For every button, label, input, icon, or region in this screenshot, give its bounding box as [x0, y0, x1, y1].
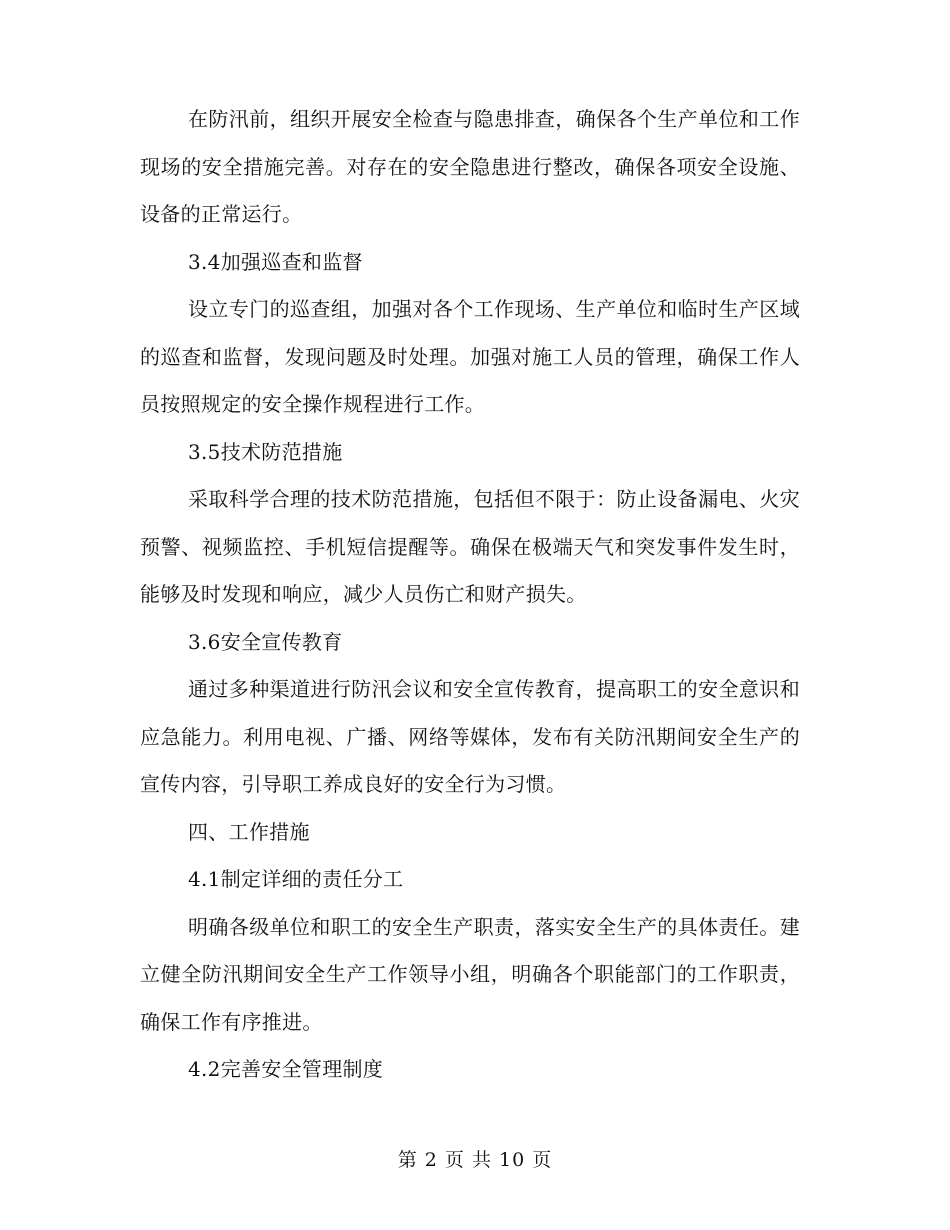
chapter-heading-4: 四、工作措施: [188, 819, 310, 844]
document-body: [140, 96, 800, 1094]
section-heading-4-1: 4.1制定详细的责任分工: [188, 867, 404, 891]
paragraph-safety-education: 通过多种渠道进行防汛会议和安全宣传教育，提高职工的安全意识和应急能力。利用电视、广播、网络等媒体，发布有关防汛期间安全生产的宣传内容，引导职工养成良好的安全行为习惯。: [140, 677, 800, 796]
section-heading-3-5: 3.5技术防范措施: [188, 439, 343, 464]
paragraph-technical-measures: 采取科学合理的技术防范措施，包括但不限于：防止设备漏电、火灾预警、视频监控、手机短信提醒等。确保在极端天气和突发事件发生时，能够及时发现和响应，减少人员伤亡和财产损失。: [140, 487, 800, 606]
paragraph-patrol-supervision: 设立专门的巡查组，加强对各个工作现场、生产单位和临时生产区域的巡查和监督，发现问题及时处理。加强对施工人员的管理，确保工作人员按照规定的安全操作规程进行工作。: [140, 297, 800, 416]
paragraph-responsibility: 明确各级单位和职工的安全生产职责，落实安全生产的具体责任。建立健全防汛期间安全生产工作领导小组，明确各个职能部门的工作职责，确保工作有序推进。: [140, 914, 800, 1034]
paragraph-safety-inspection: 在防汛前，组织开展安全检查与隐患排查，确保各个生产单位和工作现场的安全措施完善。对存在的安全隐患进行整改，确保各项安全设施、设备的正常运行。: [140, 107, 800, 226]
section-heading-3-6: 3.6安全宣传教育: [188, 629, 343, 654]
page-number-footer: 第 2 页 共 10 页: [397, 1149, 553, 1171]
section-heading-3-4: 3.4加强巡查和监督: [188, 249, 363, 274]
section-heading-4-2: 4.2完善安全管理制度: [188, 1057, 384, 1081]
